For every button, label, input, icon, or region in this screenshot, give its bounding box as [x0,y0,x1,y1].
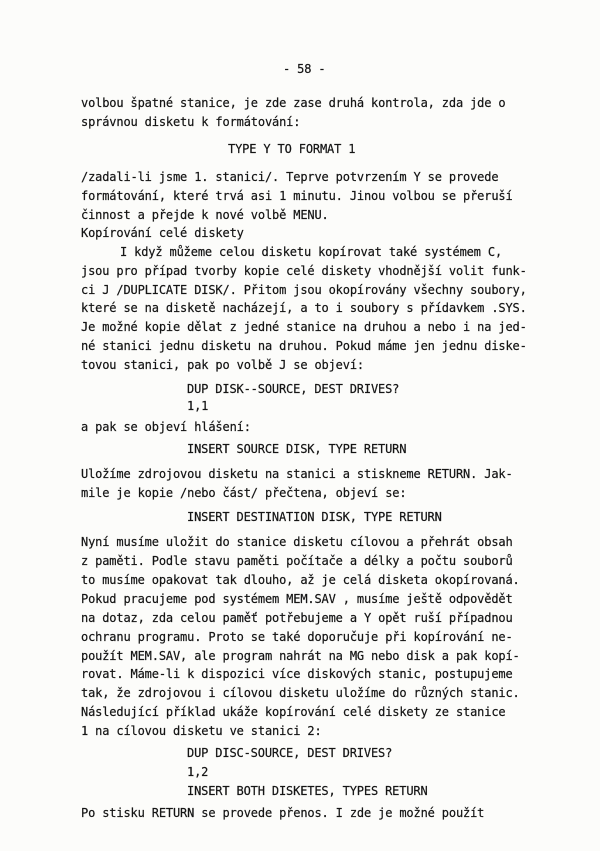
text-line: to musíme opakovat tak dlouho, až je celá disketa okopírovaná. [81,573,520,587]
text-line: ci J /DUPLICATE DISK/. Přitom jsou okopírovány všechny soubory, [81,283,527,297]
text-line: tovou stanici, pak po volbě J se objeví: [81,358,364,372]
text-line: né stanici jednu disketu na druhou. Pokud máme jen jednu diske- [81,339,527,353]
text-line: které se na disketě nacházejí, a to i soubory s přídavkem .SYS. [81,301,527,315]
text-line: Následující příklad ukáže kopírování celé diskety ze stanice [81,705,506,719]
command-line: DUP DISK--SOURCE, DEST DRIVES? [187,382,400,396]
command-line: TYPE Y TO FORMAT 1 [228,142,356,156]
text-line: volbou špatné stanice, je zde zase druhá kontrola, zda jde o [81,96,506,110]
text-line: jsou pro případ tvorby kopie celé diskety vhodnější volit funk- [81,264,527,278]
text-line: formátování, které trvá asi 1 minutu. Jinou volbou se přeruší [81,189,513,203]
text-line: mile je kopie /nebo část/ přečtena, objeví se: [81,486,407,500]
text-line: tak, že zdrojovou i cílovou disketu uložíme do různých stanic. [81,686,520,700]
text-line: činnost a přejde k nové volbě MENU. [81,208,329,222]
text-line: Uložíme zdrojovou disketu na stanici a stiskneme RETURN. Jak- [81,467,513,481]
text-line: Po stisku RETURN se provede přenos. I zde je možné použít [81,806,485,820]
command-line: INSERT SOURCE DISK, TYPE RETURN [187,442,407,456]
text-line: Nyní musíme uložit do stanice disketu cílovou a přehrát obsah [81,535,513,549]
text-line: a pak se objeví hlášení: [81,420,251,434]
text-line: Pokud pracujeme pod systémem MEM.SAV , musíme ještě odpovědět [81,592,513,606]
command-line: INSERT DESTINATION DISK, TYPE RETURN [187,510,442,524]
text-line: Je možné kopie dělat z jedné stanice na druhou a nebo i na jed- [81,320,527,334]
text-line: použít MEM.SAV, ale program nahrát na MG nebo disk a pak kopí- [81,649,520,663]
text-line: 1 na cílovou disketu ve stanici 2: [81,724,322,738]
text-line: I když můžeme celou disketu kopírovat také systémem C, [120,245,503,259]
command-line: INSERT BOTH DISKETES, TYPES RETURN [187,784,428,798]
text-line: /zadali-li jsme 1. stanici/. Teprve potvrzením Y se provede [81,170,499,184]
section-heading: Kopírování celé diskety [81,226,244,240]
command-line: DUP DISC-SOURCE, DEST DRIVES? [187,746,393,760]
text-line: správnou disketu k formátování: [81,115,301,129]
text-line: na dotaz, zda celou paměť potřebujeme a Y opět ruší případnou [81,611,513,625]
text-line: rovat. Máme-li k dispozici více diskových stanic, postupujeme [81,667,513,681]
command-line: 1,1 [187,399,209,413]
command-line: 1,2 [187,765,209,779]
text-line: ochranu programu. Proto se také doporučuje při kopírování ne- [81,630,513,644]
text-line: z paměti. Podle stavu paměti počítače a délky a počtu souborů [81,554,513,568]
page-number: - 58 - [283,62,326,76]
